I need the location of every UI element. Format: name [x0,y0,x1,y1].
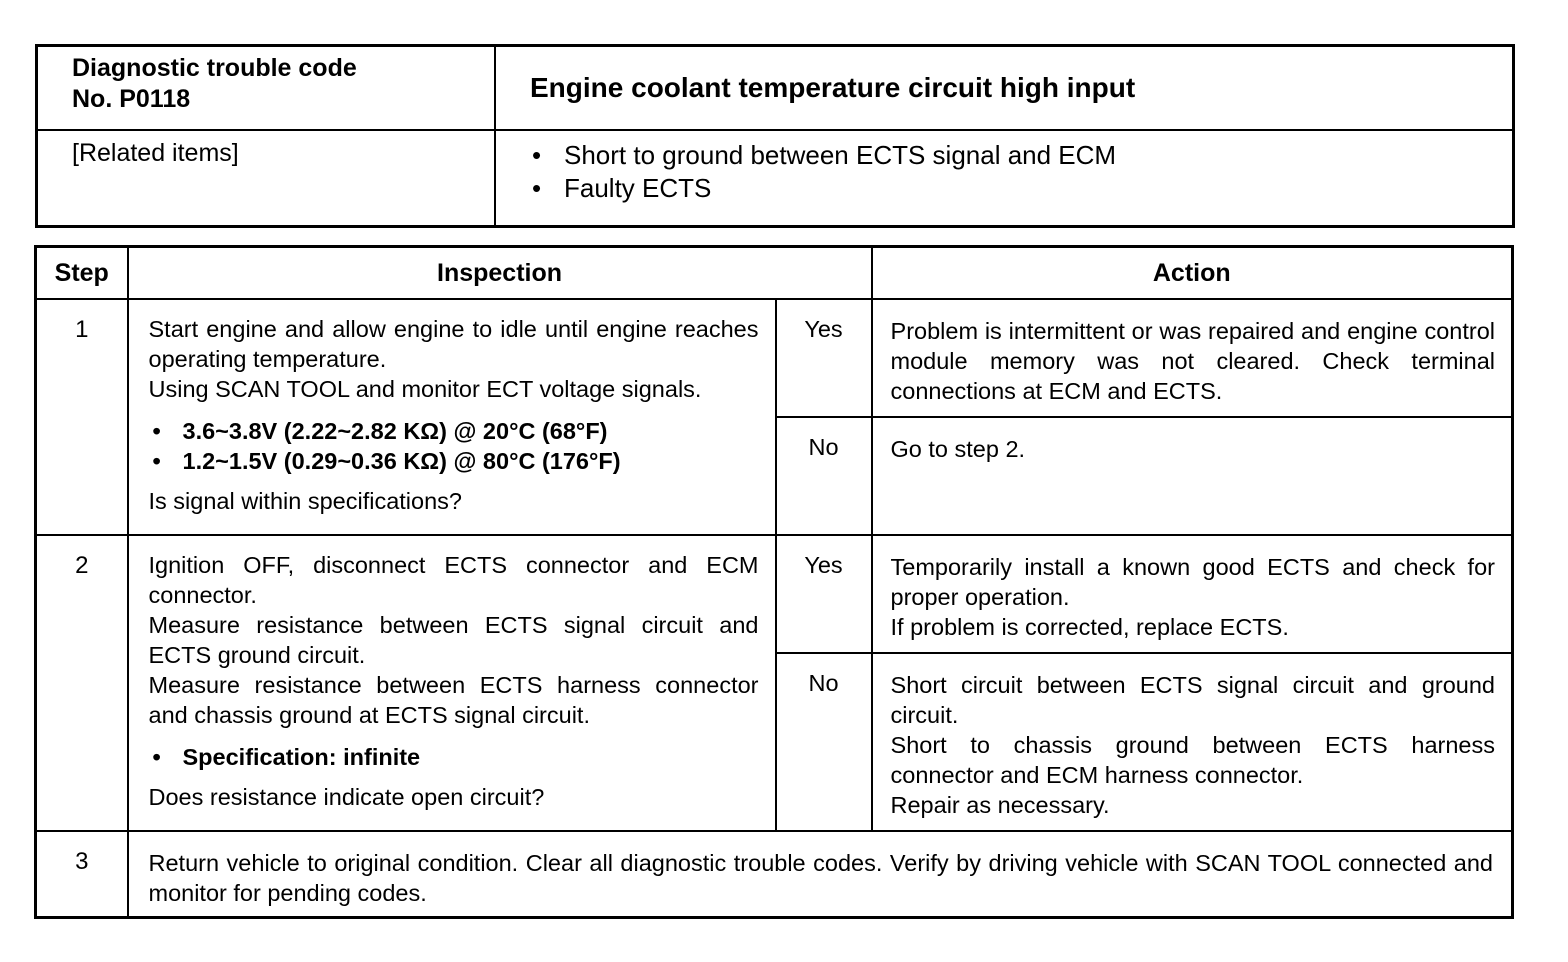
action-text: Short to chassis ground between ECTS harness connector and ECM harness connector. [890,732,1495,788]
dtc-code-label [37,46,496,131]
spec-text: 1.2~1.5V (0.29~0.36 KΩ) @ 80°C (176°F) [182,448,621,474]
dtc-label-line1: Diagnostic trouble code [72,54,357,82]
inspection-cell [128,299,776,535]
action-cell [872,299,1513,417]
action-text: Temporarily install a known good ECTS and check for proper operation. [890,554,1495,610]
spec-text: 3.6~3.8V (2.22~2.82 KΩ) @ 20°C (68°F) [182,418,608,444]
action-text: Problem is intermittent or was repaired and engine control module memory was not cleared. Check terminal connections at ECM and ECTS. [890,318,1495,404]
final-step-text: Return vehicle to original condition. Clear all diagnostic trouble codes. Verify by driving vehicle with SCAN TOOL connected and monitor for pending codes. [128,831,1513,917]
step-number: 2 [36,535,128,831]
inspection-text: Using SCAN TOOL and monitor ECT voltage signals. [148,376,702,402]
step-number: 3 [36,831,128,917]
spec-item [149,416,759,446]
spec-item [149,446,759,476]
dtc-title: Engine coolant temperature circuit high input [495,46,1514,131]
related-item-text: Faulty ECTS [564,173,712,203]
inspection-question: Is signal within specifications? [148,488,462,514]
spec-list [149,742,759,772]
yes-label: Yes [776,535,872,653]
step-column-header: Step [36,247,128,300]
no-label: No [776,653,872,831]
action-cell [872,535,1513,653]
procedure-table [34,245,1514,919]
inspection-column-header: Inspection [128,247,872,300]
step-number: 1 [36,299,128,535]
dtc-header-table [35,44,1515,228]
related-item [532,139,1502,172]
related-items-row [37,130,1514,227]
action-column-header: Action [872,247,1513,300]
action-text: If problem is corrected, replace ECTS. [890,614,1289,640]
table-row [36,535,1513,653]
related-item-text: Short to ground between ECTS signal and ECM [564,140,1117,170]
action-text: Repair as necessary. [890,792,1110,818]
action-cell [872,653,1513,831]
spec-text: Specification: infinite [182,744,421,770]
bullet-icon: • [152,744,161,770]
yes-label: Yes [776,299,872,417]
table-row [36,299,1513,417]
spec-list [149,416,759,476]
inspection-text: Measure resistance between ECTS harness connector and chassis ground at ECTS signal circuit. [148,672,759,728]
table-row [36,831,1513,917]
inspection-question: Does resistance indicate open circuit? [148,784,545,810]
bullet-icon: • [532,140,542,170]
related-items-list [495,130,1514,227]
spec-item [149,742,759,772]
action-text: Short circuit between ECTS signal circuit and ground circuit. [890,672,1495,728]
action-text: Go to step 2. [890,436,1026,462]
bullet-icon: • [532,173,542,203]
no-label: No [776,417,872,535]
bullet-icon: • [152,448,161,474]
inspection-text: Ignition OFF, disconnect ECTS connector and ECM connector. [148,552,759,608]
dtc-label-line2: No. P0118 [72,85,191,113]
related-item [532,172,1502,205]
related-items-label: [Related items] [37,130,496,227]
table-header-row [36,247,1513,300]
inspection-text: Measure resistance between ECTS signal circuit and ECTS ground circuit. [148,612,759,668]
action-cell [872,417,1513,535]
dtc-header-row [37,46,1514,131]
inspection-cell [128,535,776,831]
inspection-text: Start engine and allow engine to idle until engine reaches operating temperature. [148,316,759,372]
bullet-icon: • [152,418,161,444]
